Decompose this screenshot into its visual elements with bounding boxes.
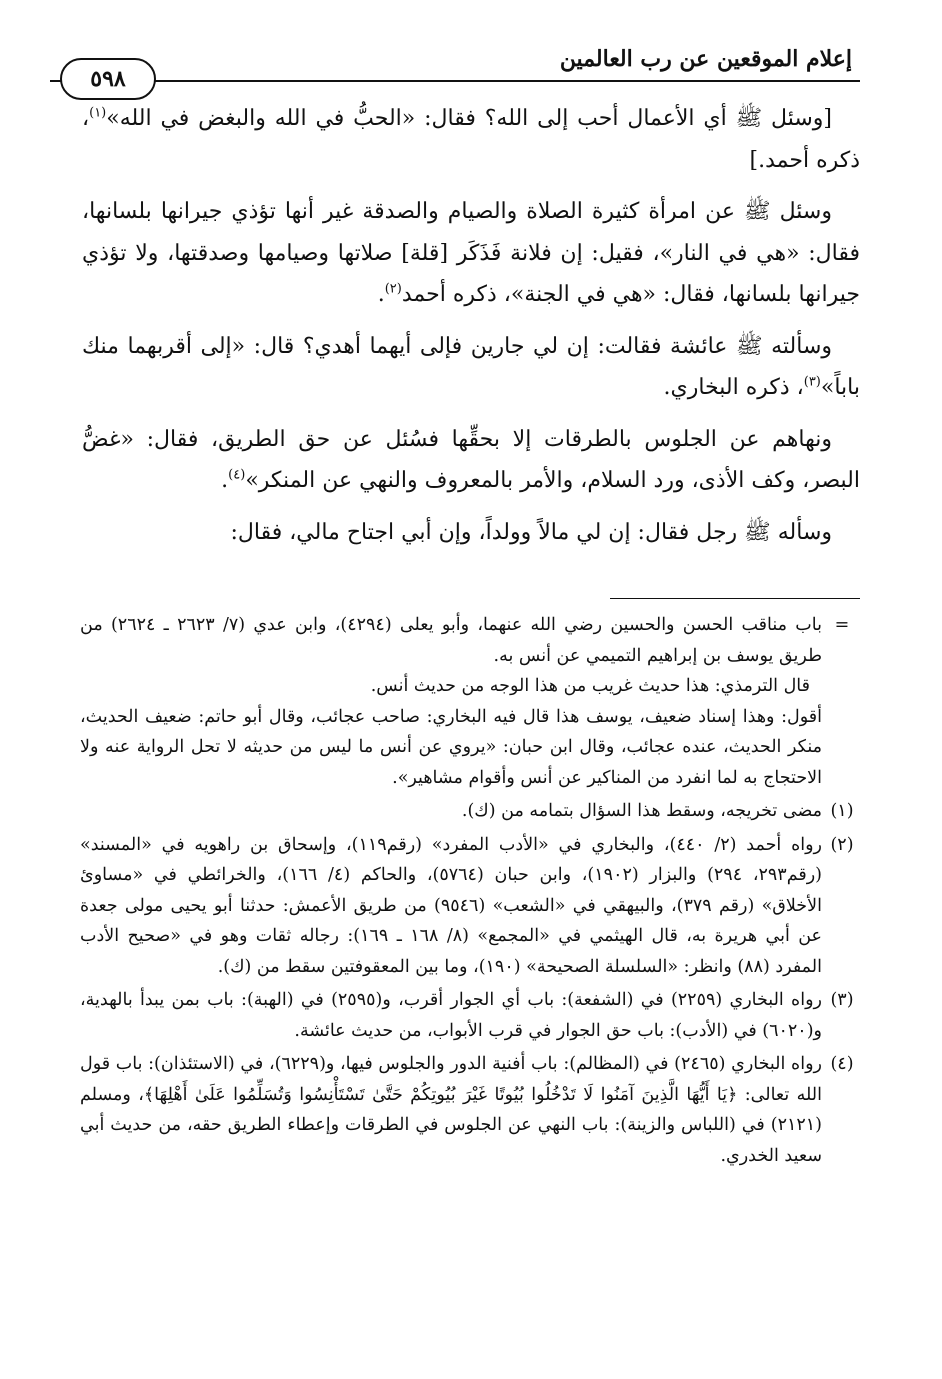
footnote-marker: (٤)	[830, 1054, 854, 1074]
footnote-separator	[610, 598, 860, 599]
paragraph-tail: ، ذكره أحمد.]	[82, 106, 860, 173]
footnote-ref: (٢)	[384, 281, 402, 297]
footnote-text: قال الترمذي: هذا حديث غريب من هذا الوجه من حديث أنس.	[370, 676, 810, 696]
footnote-ref: (٣)	[803, 374, 821, 390]
footnote-ref: (٤)	[228, 467, 246, 483]
header-rule	[50, 80, 860, 82]
footnote-text: مضى تخريجه، وسقط هذا السؤال بتمامه من (ك).	[461, 801, 822, 821]
footnote-continued	[80, 610, 862, 793]
main-paragraph	[82, 98, 860, 181]
page-number-badge	[60, 58, 156, 100]
footnote-body	[80, 796, 822, 827]
footnote-2	[80, 830, 862, 983]
footnote-ref: (١)	[89, 105, 107, 121]
page-number: ٥٩٨	[90, 66, 126, 92]
footnote-body	[80, 610, 822, 793]
footnote-marker: (٢)	[830, 834, 854, 855]
footnote-text: رواه البخاري (٢٤٦٥) في (المظالم): باب أفنية الدور والجلوس فيها، و(٦٢٢٩)، في (الاستئذان): باب قول الله تعالى: ﴿يَا أَيُّهَا الَّذِينَ آمَنُوا لَا تَدْخُلُوا بُيُوتًا غَيْرَ بُيُوتِكُمْ حَتَّىٰ تَسْتَأْنِسُوا وَتُسَلِّمُوا عَلَىٰ أَهْلِهَا﴾، ومسلم (٢١٢١) في (اللباس والزينة): باب النهي عن الجلوس في الطرقات وإعطاء الطريق حقه، من حديث أبي سعيد الخدري.	[80, 1054, 822, 1166]
main-paragraph	[82, 191, 860, 316]
footnote-body	[80, 1049, 822, 1171]
paragraph-text: وسأله ﷺ رجل فقال: إن لي مالاً وولداً، وإن أبي اجتاح مالي، فقال:	[230, 519, 832, 545]
footnote-4	[80, 1049, 862, 1171]
running-title: إعلام الموقعين عن رب العالمين	[559, 46, 852, 72]
paragraph-text: [وسئل ﷺ أي الأعمال أحب إلى الله؟ فقال: «الحبُّ في الله والبغض في الله»	[106, 106, 832, 131]
footnote-text: أقول: وهذا إسناد ضعيف، يوسف هذا قال فيه البخاري: صاحب عجائب، وقال أبو حاتم: ضعيف الحديث، منكر الحديث، عنده عجائب، وقال ابن حبان: «يروي عن أنس ما ليس من حديثه لا تحل الرواية عنه ولا الاحتجاج به لما انفرد من المناكير عن أنس وأقوام مشاهير».	[80, 706, 822, 788]
main-paragraph	[82, 419, 860, 502]
footnote-marker: (٣)	[830, 990, 854, 1010]
main-paragraph	[82, 512, 860, 554]
footnote-text: رواه أحمد (٢/ ٤٤٠)، والبخاري في «الأدب المفرد» (رقم١١٩)، وإسحاق بن راهويه في «المسند» (رقم٢٩٣، ٢٩٤) والبزار (١٩٠٢)، وابن حبان (٥٧٦٤)، والحاكم (٤/ ١٦٦)، والخرائطي في «مساوئ الأخلاق» (رقم ٣٧٩)، والبيهقي في «الشعب» (٩٥٤٦) من طريق الأعمش: حدثنا أبو يحيى مولى جعدة عن أبي هريرة به، قال الهيثمي في «المجمع» (٨/ ١٦٨ ـ ١٦٩): رجاله ثقات وهو في «صحيح الأدب المفرد (٨٨) وانظر: «السلسلة الصحيحة» (١٩٠)، وما بين المعقوفتين سقط من (ك).	[80, 834, 823, 977]
footnote-1	[80, 796, 862, 827]
paragraph-tail: ، ذكره البخاري.	[663, 375, 804, 400]
footnote-3	[80, 985, 862, 1046]
paragraph-text: وسألته ﷺ عائشة فقالت: إن لي جارين فإلى أيهما أهدي؟ قال: «إلى أقربهما منك باباً»	[82, 333, 860, 400]
footnotes	[80, 610, 862, 1174]
footnote-body	[80, 985, 822, 1046]
footnote-text: رواه البخاري (٢٢٥٩) في (الشفعة): باب أي الجوار أقرب، و(٢٥٩٥) في (الهبة): باب بمن يبدأ بالهدية، و(٦٠٢٠) في (الأدب): باب حق الجوار في قرب الأبواب، من حديث عائشة.	[80, 990, 822, 1041]
main-paragraph	[82, 326, 860, 409]
footnote-marker: =	[834, 615, 850, 635]
paragraph-tail: .	[221, 468, 229, 493]
paragraph-tail: .	[377, 282, 385, 307]
footnote-text: باب مناقب الحسن والحسين رضي الله عنهما، وأبو يعلى (٤٢٩٤)، وابن عدي (٧/ ٢٦٢٣ ـ ٢٦٢٤) من طريق يوسف بن إبراهيم التميمي عن أنس به.	[80, 615, 822, 666]
footnote-body	[80, 830, 822, 983]
main-text	[82, 98, 860, 563]
paragraph-text: ونهاهم عن الجلوس بالطرقات إلا بحقِّها فسُئل عن حق الطريق، فقال: «غضُّ البصر، وكف الأذى، ورد السلام، والأمر بالمعروف والنهي عن المنكر»	[82, 426, 860, 493]
footnote-marker: (١)	[830, 801, 854, 821]
paragraph-text: وسئل ﷺ عن امرأة كثيرة الصلاة والصيام والصدقة غير أنها تؤذي جيرانها بلسانها، فقال: «هي في النار»، فقيل: إن فلانة فَذَكَر [قلة] صلاتها وصيامها وصدقتها، ولا تؤذي جيرانها بلسانها، فقال: «هي في الجنة»، ذكره أحمد	[82, 199, 860, 307]
page-header	[50, 40, 860, 92]
